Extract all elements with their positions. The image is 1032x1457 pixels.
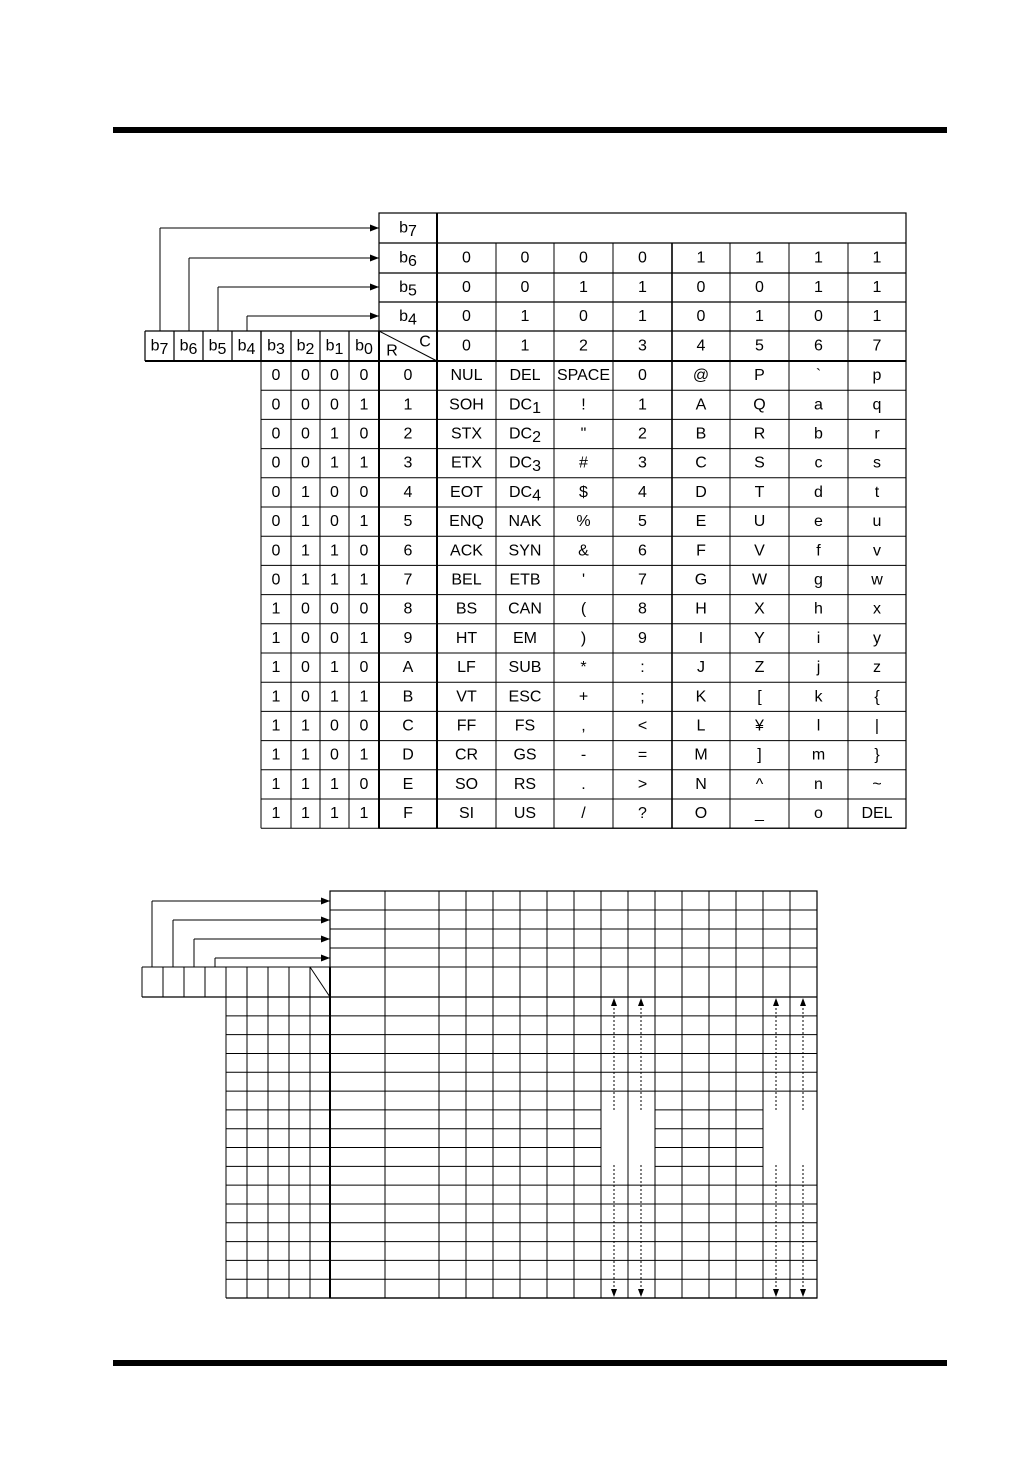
bit-label-b6: b6 — [399, 249, 417, 270]
row-bit-value: 1 — [330, 425, 339, 443]
dashed-arrow-head-up — [638, 998, 644, 1006]
row-bit-value: 0 — [301, 600, 310, 618]
char-cell: ETX — [450, 454, 483, 472]
char-cell: 7 — [638, 571, 647, 589]
char-cell: DEL — [509, 367, 541, 385]
char-cell: % — [576, 513, 591, 531]
char-cell: FS — [514, 717, 536, 735]
row-bit-value: 0 — [330, 746, 339, 764]
char-cell: ^ — [755, 775, 764, 793]
row-code: 2 — [403, 425, 413, 443]
row-bit-value: 1 — [359, 688, 369, 706]
char-cell: 1 — [638, 396, 647, 414]
char-cell: VT — [456, 688, 477, 706]
char-cell: A — [695, 396, 707, 414]
blank-arrow-head — [321, 955, 330, 962]
row-bit-value: 0 — [330, 483, 339, 501]
blank-arrow-head — [321, 936, 330, 943]
dashed-arrow-head-up — [773, 998, 779, 1006]
row-code: 5 — [403, 513, 413, 531]
row-code: E — [402, 775, 414, 793]
row-bit-value: 0 — [330, 717, 339, 735]
char-cell: RS — [513, 775, 537, 793]
char-cell: , — [581, 717, 586, 735]
char-cell: F — [696, 542, 706, 560]
row-bit-value: 0 — [301, 629, 310, 647]
char-cell: CR — [454, 746, 479, 764]
char-cell: Q — [753, 396, 766, 414]
diagonal-row-label: R — [386, 342, 398, 360]
column-code: 7 — [872, 337, 882, 355]
row-code: C — [402, 717, 414, 735]
row-bit-value: 1 — [301, 571, 310, 589]
char-cell: GS — [513, 746, 537, 764]
column-code: 1 — [520, 337, 530, 355]
column-bit-value: 0 — [579, 249, 588, 267]
char-cell: SUB — [508, 659, 542, 677]
char-cell: NUL — [450, 367, 483, 385]
char-cell: LF — [457, 659, 476, 677]
row-bit-value: 0 — [359, 425, 369, 443]
column-bit-value: 1 — [814, 249, 823, 267]
bit-header-b5: b5 — [208, 337, 227, 358]
char-cell: Y — [754, 629, 765, 647]
dashed-arrow-head-up — [611, 998, 617, 1006]
arrow-head-b5 — [370, 284, 379, 291]
row-bit-value: 1 — [330, 659, 339, 677]
blank-diagonal-line — [310, 967, 330, 997]
column-bit-value: 0 — [755, 279, 764, 296]
char-cell: . — [581, 775, 586, 793]
column-code: 5 — [755, 337, 764, 355]
char-cell: SO — [454, 775, 479, 793]
char-cell: " — [580, 425, 587, 443]
row-bit-value: 0 — [330, 600, 339, 618]
bit-header-b3: b3 — [267, 337, 285, 358]
arrow-head-b7 — [370, 225, 379, 232]
char-cell: i — [816, 629, 821, 647]
char-cell: > — [637, 775, 648, 793]
row-bit-value: 0 — [301, 659, 310, 677]
char-cell: ] — [757, 746, 762, 764]
column-bit-value: 1 — [872, 308, 882, 325]
row-code: 9 — [403, 629, 413, 647]
row-bit-value: 0 — [301, 396, 310, 414]
column-bit-value: 0 — [462, 279, 471, 296]
char-cell: U — [753, 513, 766, 531]
column-bit-value: 0 — [462, 308, 471, 325]
char-cell: DC2 — [508, 425, 542, 446]
row-bit-value: 1 — [330, 688, 339, 706]
char-cell: h — [814, 600, 823, 618]
char-cell: ( — [580, 600, 587, 618]
column-bit-value: 1 — [755, 249, 764, 267]
char-cell: SI — [458, 805, 475, 823]
row-bit-value: 1 — [330, 542, 339, 560]
row-bit-value: 0 — [359, 542, 369, 560]
char-cell: d — [814, 483, 823, 501]
char-cell: = — [637, 746, 648, 764]
char-cell: ~ — [872, 775, 882, 793]
column-code: 2 — [579, 337, 588, 355]
column-bit-value: 0 — [696, 279, 706, 296]
char-cell: W — [751, 571, 768, 589]
char-cell: 4 — [638, 483, 647, 501]
char-cell: _ — [755, 805, 764, 823]
char-cell: BEL — [451, 571, 482, 589]
char-cell: b — [814, 425, 823, 443]
row-bit-value: 0 — [271, 454, 281, 472]
char-cell: DC1 — [508, 396, 542, 417]
char-cell: DC3 — [508, 454, 542, 475]
row-bit-value: 0 — [271, 542, 281, 560]
char-cell: @ — [692, 367, 710, 385]
row-bit-value: 1 — [271, 717, 281, 735]
row-bit-value: 0 — [359, 600, 369, 618]
arrow-head-b4 — [370, 313, 379, 320]
row-code: B — [402, 688, 414, 706]
char-cell: : — [640, 659, 645, 677]
char-cell: ' — [581, 571, 586, 589]
row-bit-value: 0 — [271, 425, 281, 443]
char-cell: G — [694, 571, 708, 589]
row-bit-value: 0 — [359, 717, 369, 735]
char-cell: SOH — [449, 396, 484, 414]
char-cell: 6 — [638, 542, 647, 560]
row-bit-value: 1 — [330, 805, 339, 823]
bit-header-b4: b4 — [237, 337, 256, 358]
row-bit-value: 0 — [271, 367, 281, 385]
row-bit-value: 1 — [359, 396, 369, 414]
row-code: A — [402, 659, 414, 677]
row-code: 4 — [403, 483, 413, 501]
char-cell: [ — [757, 688, 762, 706]
char-cell: ENQ — [449, 513, 484, 531]
row-bit-value: 1 — [359, 513, 369, 531]
char-cell: { — [874, 688, 880, 706]
row-bit-value: 1 — [301, 775, 310, 793]
row-bit-value: 1 — [271, 775, 281, 793]
row-bit-value: 1 — [301, 746, 310, 764]
char-cell: HT — [455, 629, 478, 647]
column-bit-value: 1 — [579, 279, 588, 296]
char-cell: r — [874, 425, 880, 443]
char-cell: 2 — [638, 425, 647, 443]
char-cell: ; — [640, 688, 645, 706]
char-cell: M — [694, 746, 708, 764]
char-cell: 3 — [638, 454, 647, 472]
char-cell: N — [695, 775, 707, 793]
dashed-arrow-head-down — [611, 1289, 617, 1297]
row-code: D — [402, 746, 414, 764]
char-cell: H — [695, 600, 707, 618]
char-cell: g — [814, 571, 823, 589]
char-cell: ) — [580, 629, 587, 647]
char-cell: u — [872, 513, 882, 531]
char-cell: DEL — [861, 805, 893, 823]
column-bit-value: 1 — [814, 279, 823, 296]
char-cell: J — [697, 659, 705, 677]
column-bit-value: 1 — [638, 279, 647, 296]
row-bit-value: 1 — [330, 775, 339, 793]
char-cell: # — [579, 454, 588, 472]
char-cell: j — [816, 659, 821, 677]
row-bit-value: 1 — [330, 571, 339, 589]
char-cell: I — [698, 629, 704, 647]
char-cell: S — [754, 454, 765, 472]
row-bit-value: 1 — [359, 746, 369, 764]
char-cell: s — [873, 454, 881, 472]
char-cell: CAN — [508, 600, 542, 618]
char-cell: P — [754, 367, 765, 385]
row-bit-value: 0 — [359, 367, 369, 385]
column-bit-value: 1 — [872, 249, 882, 267]
column-bit-value: 1 — [872, 279, 882, 296]
bit-header-b2: b2 — [296, 337, 315, 358]
column-bit-value: 0 — [814, 308, 823, 325]
row-code: 1 — [403, 396, 413, 414]
bit-header-b6: b6 — [179, 337, 198, 358]
row-bit-value: 1 — [359, 805, 369, 823]
char-cell: 0 — [638, 367, 647, 385]
row-bit-value: 1 — [301, 805, 310, 823]
bit-header-b0: b0 — [355, 337, 373, 358]
column-bit-value: 0 — [638, 249, 647, 267]
row-code: F — [403, 805, 413, 823]
char-cell: K — [695, 688, 707, 706]
char-cell: & — [578, 542, 589, 560]
char-cell: US — [513, 805, 537, 823]
column-bit-value: 0 — [520, 279, 530, 296]
char-cell: T — [754, 483, 765, 501]
arrow-head-b6 — [370, 255, 379, 262]
char-cell: D — [695, 483, 707, 501]
char-cell: * — [580, 659, 587, 677]
row-bit-value: 1 — [271, 688, 281, 706]
char-cell: ? — [638, 805, 647, 823]
char-cell: q — [872, 396, 882, 414]
row-code: 7 — [403, 571, 413, 589]
char-cell: 9 — [638, 629, 647, 647]
row-bit-value: 0 — [330, 629, 339, 647]
row-bit-value: 1 — [271, 746, 281, 764]
char-cell: BS — [455, 600, 478, 618]
char-cell: | — [874, 717, 880, 735]
char-cell: $ — [579, 483, 588, 501]
dashed-arrow-head-up — [800, 998, 806, 1006]
char-cell: c — [814, 454, 823, 472]
row-code: 3 — [403, 454, 413, 472]
char-cell: ¥ — [755, 717, 764, 735]
row-bit-value: 1 — [271, 600, 281, 618]
column-bit-value: 1 — [638, 308, 647, 325]
char-cell: y — [873, 629, 881, 647]
row-bit-value: 0 — [330, 396, 339, 414]
char-cell: ESC — [508, 688, 542, 706]
row-bit-value: 0 — [301, 688, 310, 706]
char-cell: 8 — [638, 600, 647, 618]
char-cell: 5 — [638, 513, 647, 531]
char-cell: n — [814, 775, 823, 793]
char-cell: p — [872, 367, 882, 385]
blank-table-frame — [330, 891, 817, 1298]
row-bit-value: 0 — [330, 367, 339, 385]
row-bit-value: 1 — [301, 483, 310, 501]
row-bit-value: 0 — [359, 775, 369, 793]
column-bit-value: 0 — [520, 249, 530, 267]
char-cell: z — [873, 659, 881, 677]
column-bit-value: 0 — [462, 249, 471, 267]
row-bit-value: 0 — [301, 454, 310, 472]
column-code: 4 — [696, 337, 706, 355]
row-bit-value: 1 — [359, 454, 369, 472]
row-bit-value: 0 — [301, 367, 310, 385]
char-cell: V — [754, 542, 765, 560]
char-cell: E — [695, 513, 707, 531]
char-cell: STX — [450, 425, 483, 443]
char-cell: a — [814, 396, 823, 414]
char-cell: O — [694, 805, 708, 823]
column-code: 0 — [462, 337, 471, 355]
row-code: 6 — [403, 542, 413, 560]
char-cell: t — [874, 483, 880, 501]
char-cell: L — [696, 717, 706, 735]
row-bit-value: 0 — [271, 571, 281, 589]
bit-header-b1: b1 — [325, 337, 344, 358]
char-cell: ACK — [450, 542, 483, 560]
row-bit-value: 0 — [271, 483, 281, 501]
bit-label-b7: b7 — [399, 219, 417, 240]
char-cell: C — [695, 454, 707, 472]
char-cell: o — [814, 805, 823, 823]
char-cell: FF — [456, 717, 477, 735]
char-cell: SYN — [508, 542, 542, 560]
char-cell: B — [695, 425, 707, 443]
diagonal-col-label: C — [419, 333, 431, 351]
char-cell: EOT — [450, 483, 483, 501]
column-bit-value: 1 — [520, 308, 530, 325]
char-cell: m — [811, 746, 826, 764]
dashed-arrow-head-down — [800, 1289, 806, 1297]
char-cell: w — [871, 571, 883, 589]
char-cell: EM — [513, 629, 537, 647]
row-bit-value: 1 — [359, 571, 369, 589]
column-code: 3 — [638, 337, 647, 355]
char-cell: SPACE — [556, 367, 611, 385]
char-cell: < — [637, 717, 648, 735]
dashed-arrow-head-down — [638, 1289, 644, 1297]
column-bit-value: 1 — [696, 249, 706, 267]
column-bit-value: 0 — [696, 308, 706, 325]
row-bit-value: 1 — [271, 805, 281, 823]
blank-arrow-head — [321, 917, 330, 924]
char-cell: x — [873, 600, 881, 618]
row-bit-value: 1 — [359, 629, 369, 647]
char-cell: - — [580, 746, 587, 764]
char-cell: + — [578, 688, 589, 706]
char-cell: Z — [754, 659, 765, 677]
row-bit-value: 0 — [359, 659, 369, 677]
char-cell: X — [754, 600, 765, 618]
row-bit-value: 1 — [301, 513, 310, 531]
bottom-rule — [113, 1360, 947, 1366]
row-bit-value: 0 — [271, 513, 281, 531]
char-cell: R — [753, 425, 766, 443]
char-cell: ` — [815, 367, 822, 385]
row-code: 0 — [403, 367, 413, 385]
char-cell: } — [874, 746, 880, 764]
row-bit-value: 1 — [271, 659, 281, 677]
column-code: 6 — [814, 337, 823, 355]
char-cell: NAK — [508, 513, 542, 531]
char-cell: e — [814, 513, 823, 531]
char-cell: / — [581, 805, 586, 823]
char-cell: ! — [581, 396, 586, 414]
bit-header-b7: b7 — [150, 337, 169, 358]
row-bit-value: 0 — [271, 396, 281, 414]
dashed-arrow-head-down — [773, 1289, 779, 1297]
row-bit-value: 1 — [271, 629, 281, 647]
row-bit-value: 0 — [359, 483, 369, 501]
char-cell: k — [814, 688, 823, 706]
char-cell: DC4 — [508, 483, 542, 504]
char-cell: ETB — [509, 571, 541, 589]
row-bit-value: 1 — [301, 542, 310, 560]
blank-arrow-head — [321, 898, 330, 905]
column-bit-value: 1 — [755, 308, 764, 325]
row-bit-value: 0 — [301, 425, 310, 443]
bit-label-b5: b5 — [399, 279, 417, 299]
row-bit-value: 0 — [330, 513, 339, 531]
char-cell: f — [816, 542, 821, 560]
row-bit-value: 1 — [301, 717, 310, 735]
row-bit-value: 1 — [330, 454, 339, 472]
row-code: 8 — [403, 600, 413, 618]
char-cell: v — [873, 542, 881, 560]
bit-label-b4: b4 — [399, 308, 417, 328]
column-bit-value: 0 — [579, 308, 588, 325]
char-cell: l — [816, 717, 821, 735]
